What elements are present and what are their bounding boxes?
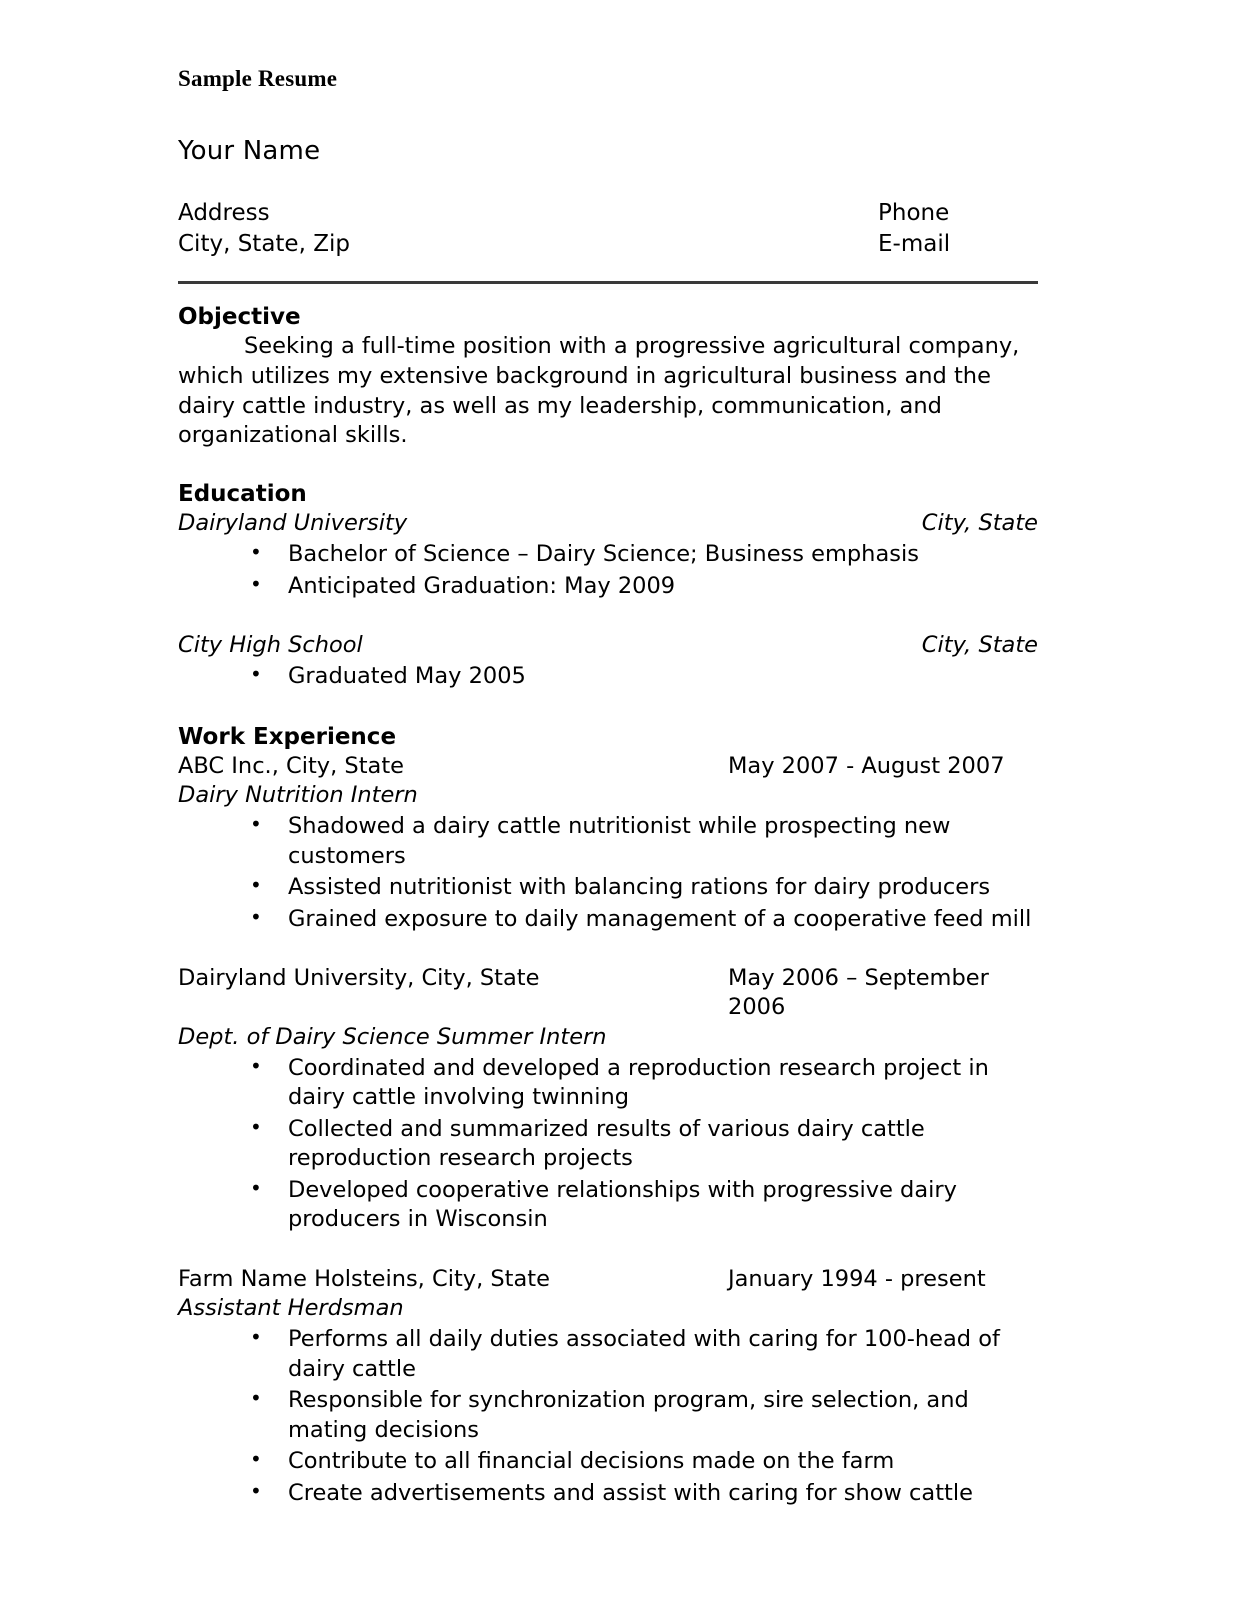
applicant-name: Your Name bbox=[178, 136, 321, 166]
work-bullets bbox=[178, 812, 1038, 934]
list-item: • Graduated May 2005 bbox=[178, 662, 1038, 691]
work-entry bbox=[178, 752, 1038, 934]
list-item: • Shadowed a dairy cattle nutritionist while prospecting new customers bbox=[178, 812, 1038, 871]
resume-content bbox=[178, 66, 1038, 1510]
work-dates: May 2007 - August 2007 bbox=[728, 752, 1005, 779]
work-bullets bbox=[178, 1325, 1038, 1508]
education-location: City, State bbox=[921, 632, 1038, 659]
list-item: • Contribute to all financial decisions made on the farm bbox=[178, 1447, 1038, 1476]
education-location: City, State bbox=[921, 509, 1038, 536]
objective-section bbox=[178, 304, 1038, 451]
contact-line-2 bbox=[178, 229, 1038, 260]
education-bullets bbox=[178, 540, 1038, 601]
list-item: • Create advertisements and assist with caring for show cattle bbox=[178, 1479, 1038, 1508]
work-role: Assistant Herdsman bbox=[178, 1295, 404, 1321]
work-bullets bbox=[178, 1054, 1038, 1235]
document-title: Sample Resume bbox=[178, 66, 338, 91]
list-item: • Collected and summarized results of various dairy cattle reproduction research projects bbox=[178, 1115, 1038, 1174]
list-item: • Performs all daily duties associated with caring for 100-head of dairy cattle bbox=[178, 1325, 1038, 1384]
contact-phone: Phone bbox=[878, 200, 950, 226]
list-item: • Developed cooperative relationships with progressive dairy producers in Wisconsin bbox=[178, 1176, 1038, 1235]
contact-email: E-mail bbox=[878, 230, 951, 257]
list-item: • Assisted nutritionist with balancing rations for dairy producers bbox=[178, 873, 1038, 902]
education-school: Dairyland University bbox=[178, 509, 408, 536]
objective-heading: Objective bbox=[178, 304, 301, 331]
education-heading: Education bbox=[178, 480, 307, 507]
objective-text bbox=[178, 332, 1038, 451]
work-entry bbox=[178, 964, 1038, 1235]
work-employer: Dairyland University, City, State bbox=[178, 965, 540, 992]
education-bullets bbox=[178, 662, 1038, 691]
education-entry bbox=[178, 509, 1038, 601]
work-entry bbox=[178, 1265, 1038, 1508]
work-dates: January 1994 - present bbox=[728, 1265, 986, 1292]
list-item: • Bachelor of Science – Dairy Science; Business emphasis bbox=[178, 540, 1038, 569]
work-experience-section bbox=[178, 724, 1038, 1508]
header-divider bbox=[178, 281, 1038, 284]
education-section bbox=[178, 481, 1038, 692]
work-employer: Farm Name Holsteins, City, State bbox=[178, 1265, 550, 1292]
work-role: Dairy Nutrition Intern bbox=[178, 782, 418, 809]
list-item: • Coordinated and developed a reproduction research project in dairy cattle involving twinning bbox=[178, 1054, 1038, 1113]
list-item: • Anticipated Graduation: May 2009 bbox=[178, 572, 1038, 601]
work-dates: May 2006 – September 2006 bbox=[728, 965, 989, 1021]
work-experience-heading: Work Experience bbox=[178, 723, 397, 750]
work-role: Dept. of Dairy Science Summer Intern bbox=[178, 1023, 607, 1050]
list-item: • Grained exposure to daily management of a cooperative feed mill bbox=[178, 905, 1038, 934]
contact-city-state-zip: City, State, Zip bbox=[178, 230, 350, 257]
contact-line-1 bbox=[178, 198, 1038, 229]
education-entry bbox=[178, 631, 1038, 692]
work-employer: ABC Inc., City, State bbox=[178, 752, 404, 779]
objective-body: Seeking a full-time position with a progressive agricultural company, which utilizes my extensive background in agricultural business and the dairy cattle industry, as well as my leadership, communication, and organizational skills. bbox=[178, 333, 1020, 449]
contact-address: Address bbox=[178, 200, 270, 226]
list-item: • Responsible for synchronization program, sire selection, and mating decisions bbox=[178, 1386, 1038, 1445]
education-school: City High School bbox=[178, 632, 363, 659]
